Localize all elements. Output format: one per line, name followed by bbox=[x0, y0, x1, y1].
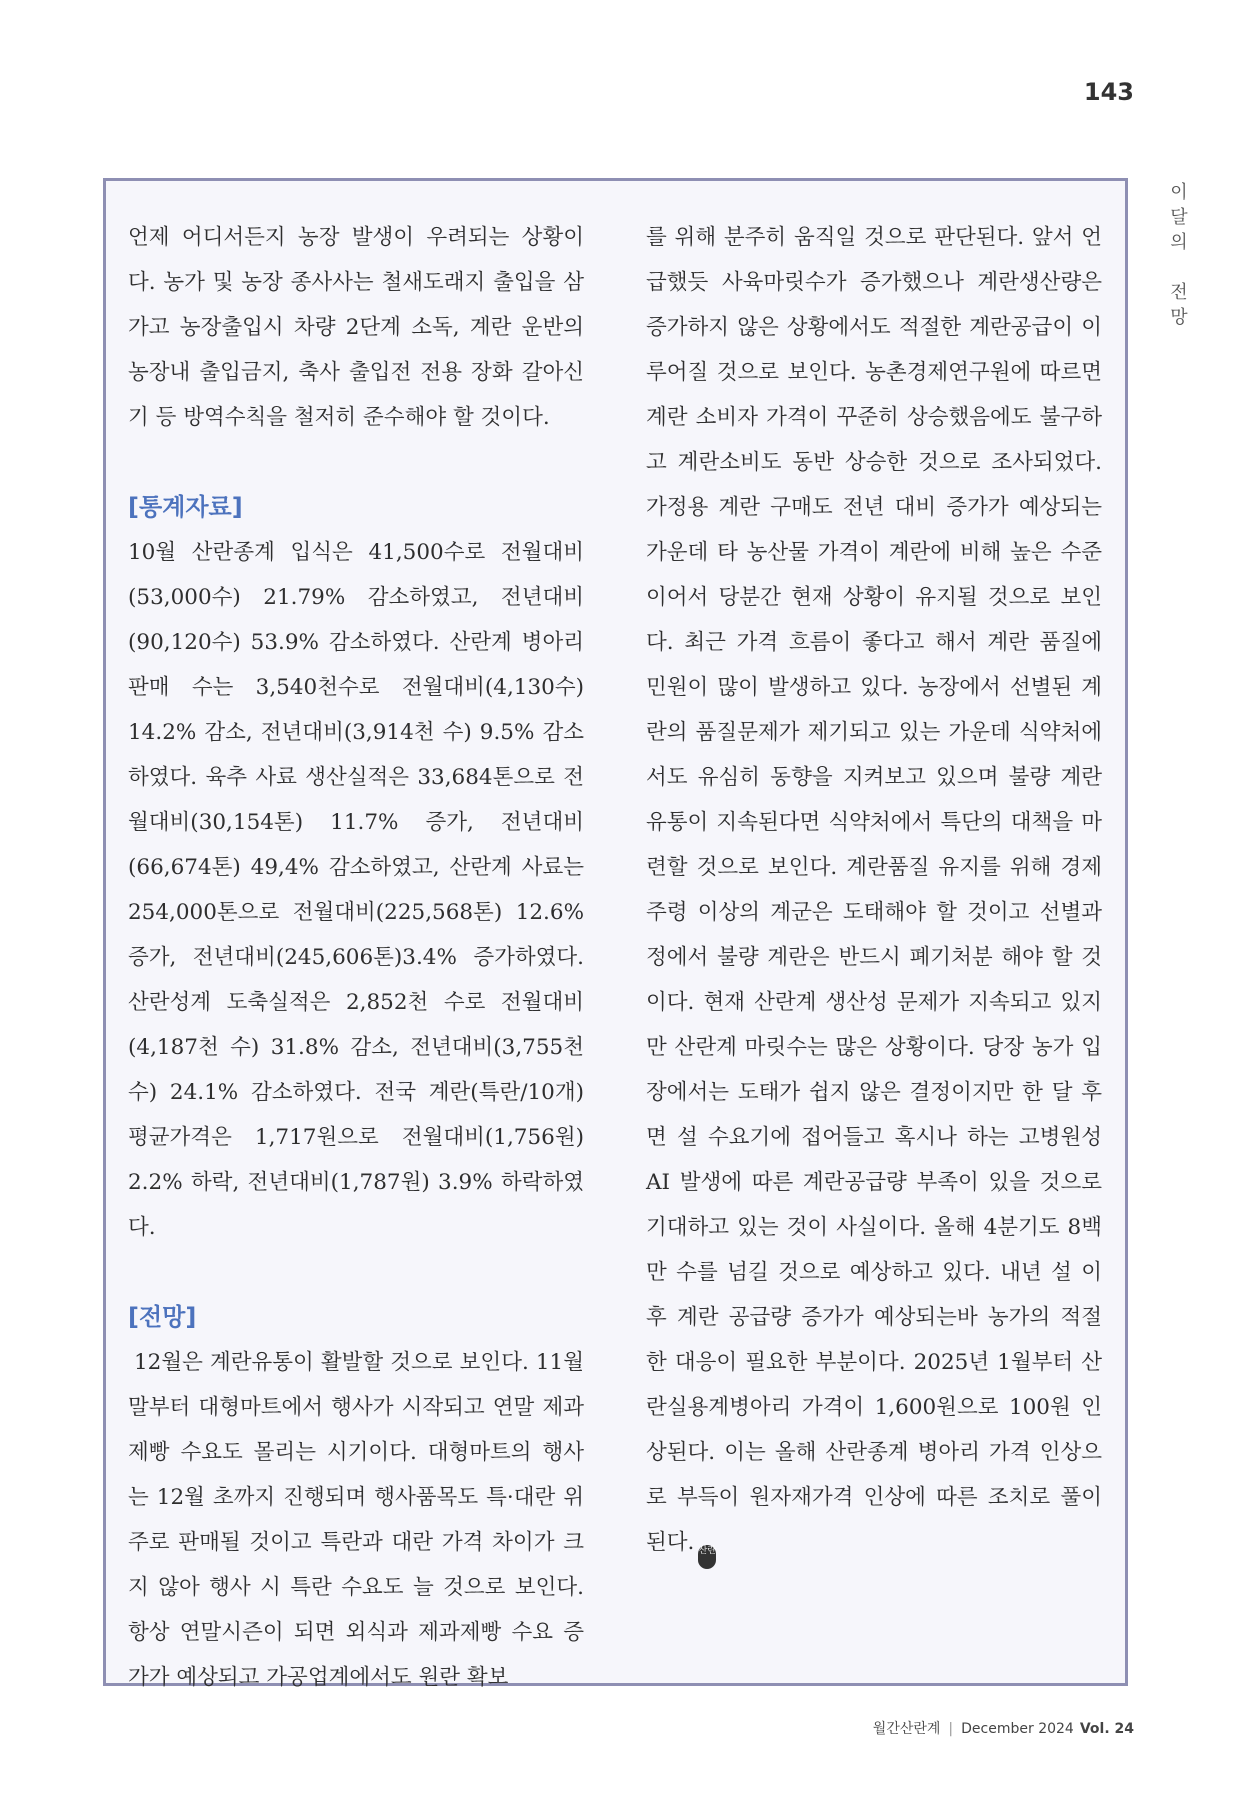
stats-heading: [통계자료] bbox=[128, 493, 243, 521]
stats-paragraph: 10월 산란종계 입식은 41,500수로 전월대비(53,000수) 21.79% 감소하였고, 전년대비(90,120수) 53.9% 감소하였다. 산란계 병아리 판매 수는 3,540천수로 전월대비(4,130수) 14.2% 감소, 전년대비(3,914천 수) 9.5% 감소하였다. 육추 사료 생산실적은 33,684톤으로 전월대비(30,154톤) 11.7% 증가, 전년대비(66,674톤) 49,4% 감소하였고, 산란계 사료는 254,000톤으로 전월대비(225,568톤) 12.6% 증가, 전년대비(245,606톤)3.4% 증가하였다. 산란성계 도축실적은 2,852천 수로 전월대비(4,187천 수) 31.8% 감소, 전년대비(3,755천수) 24.1% 감소하였다. 전국 계란(특란/10개) 평균가격은 1,717원으로 전월대비(1,756원) 2.2% 하락, 전년대비(1,787원) 3.9% 하락하였다. bbox=[128, 540, 584, 1240]
section-tab: 이 달 의 전 망 bbox=[1170, 182, 1188, 328]
volume-number: Vol. 24 bbox=[1079, 1721, 1134, 1737]
footer-divider: | bbox=[948, 1721, 954, 1737]
magazine-name: 월간산란계 bbox=[872, 1721, 941, 1737]
issue-date: December 2024 bbox=[961, 1721, 1074, 1737]
footer bbox=[873, 1718, 1134, 1738]
page-number: 143 bbox=[1083, 78, 1134, 106]
article-box bbox=[103, 178, 1128, 1690]
outlook-heading: [전망] bbox=[128, 1303, 197, 1331]
end-mark-icon: 산란 bbox=[698, 1545, 716, 1569]
right-column bbox=[646, 215, 1102, 1569]
outlook-continued-text: 를 위해 분주히 움직일 것으로 판단된다. 앞서 언급했듯 사육마릿수가 증가했으나 계란생산량은 증가하지 않은 상황에서도 적절한 계란공급이 이루어질 것으로 보인다. 농촌경제연구원에 따르면 계란 소비자 가격이 꾸준히 상승했음에도 불구하고 계란소비도 동반 상승한 것으로 조사되었다. 가정용 계란 구매도 전년 대비 증가가 예상되는 가운데 타 농산물 가격이 계란에 비해 높은 수준이어서 당분간 현재 상황이 유지될 것으로 보인다. 최근 가격 흐름이 좋다고 해서 계란 품질에 민원이 많이 발생하고 있다. 농장에서 선별된 계란의 품질문제가 제기되고 있는 가운데 식약처에서도 유심히 동향을 지켜보고 있으며 불량 계란 유통이 지속된다면 식약처에서 특단의 대책을 마련할 것으로 보인다. 계란품질 유지를 위해 경제주령 이상의 계군은 도태해야 할 것이고 선별과정에서 불량 계란은 반드시 폐기처분 해야 할 것이다. 현재 산란계 생산성 문제가 지속되고 있지만 산란계 마릿수는 많은 상황이다. 당장 농가 입장에서는 도태가 쉽지 않은 결정이지만 한 달 후면 설 수요기에 접어들고 혹시나 하는 고병원성 AI 발생에 따른 계란공급량 부족이 있을 것으로 기대하고 있는 것이 사실이다. 올해 4분기도 8백만 수를 넘길 것으로 예상하고 있다. 내년 설 이후 계란 공급량 증가가 예상되는바 농가의 적절한 대응이 필요한 부분이다. 2025년 1월부터 산란실용계병아리 가격이 1,600원으로 100원 인상된다. 이는 올해 산란종계 병아리 가격 인상으로 부득이 원자재가격 인상에 따른 조치로 풀이된다. bbox=[646, 225, 1102, 1555]
outlook-continued-paragraph bbox=[646, 215, 1102, 1569]
left-column bbox=[128, 215, 584, 1700]
intro-paragraph: 언제 어디서든지 농장 발생이 우려되는 상황이다. 농가 및 농장 종사사는 철새도래지 출입을 삼가고 농장출입시 차량 2단계 소독, 계란 운반의 농장내 출입금지, 축사 출입전 전용 장화 갈아신기 등 방역수칙을 철저히 준수해야 할 것이다. bbox=[128, 225, 584, 430]
outlook-paragraph: 12월은 계란유통이 활발할 것으로 보인다. 11월 말부터 대형마트에서 행사가 시작되고 연말 제과제빵 수요도 몰리는 시기이다. 대형마트의 행사는 12월 초까지 진행되며 행사품목도 특·대란 위주로 판매될 것이고 특란과 대란 가격 차이가 크지 않아 행사 시 특란 수요도 늘 것으로 보인다. 항상 연말시즌이 되면 외식과 제과제빵 수요 증가가 예상되고 가공업계에서도 원란 확보 bbox=[128, 1350, 584, 1690]
